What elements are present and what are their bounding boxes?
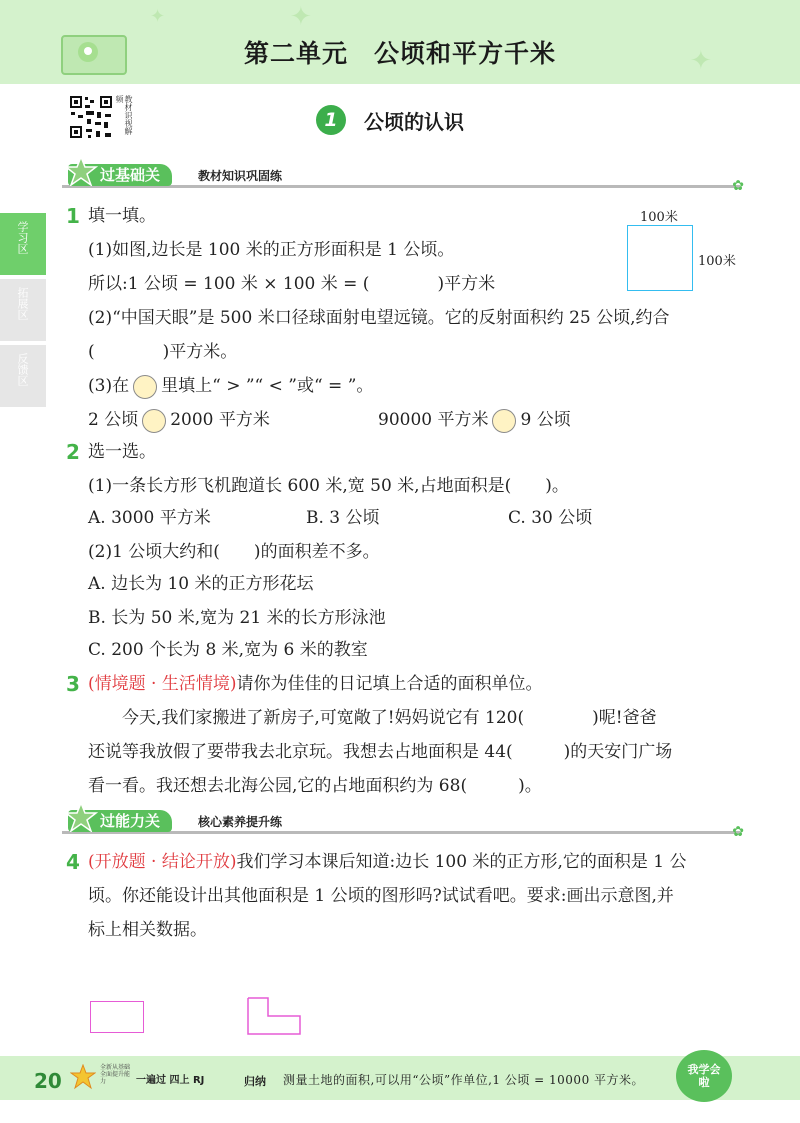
compare-circle-icon (133, 375, 157, 399)
lesson-title: 公顷的认识 (364, 109, 464, 134)
question-number: 3 (66, 672, 80, 696)
q1-part1: (1)如图,边长是 100 米的正方形面积是 1 公顷。 (88, 240, 455, 260)
q1-part2-answer-line: ( )平方米。 (88, 342, 238, 362)
section-subtitle: 核心素养提升练 (198, 815, 283, 829)
compare-right: 9 公顷 (520, 410, 571, 430)
page-number: 20 (34, 1069, 62, 1093)
q1-part2: (2)“中国天眼”是 500 米口径球面射电望远镜。它的反射面积约 25 公顷,约合 (88, 308, 670, 328)
q2-option-c2: C. 200 个长为 8 米,宽为 6 米的教室 (88, 640, 368, 660)
qr-code-icon[interactable] (69, 95, 113, 139)
flower-icon: ✿ (732, 824, 744, 840)
section-tag: 过能力关 (68, 810, 172, 832)
brand-slogan: 全新从基础 全面提升能力 (100, 1064, 131, 1085)
q3-heading (88, 672, 542, 696)
q1-part3-suffix: 里填上“ > ”“ < ”或“ = ”。 (161, 376, 374, 396)
compare-left: 90000 平方米 (378, 410, 489, 430)
compare-left: 2 公顷 (88, 410, 139, 430)
summary-text: 测量土地的面积,可以用“公顷”作单位,1 公顷 = 10000 平方米。 (283, 1073, 645, 1087)
question-number: 2 (66, 440, 80, 464)
section-subtitle: 教材知识巩固练 (198, 169, 283, 183)
q2-option-b2: B. 长为 50 米,宽为 21 米的长方形泳池 (88, 608, 386, 628)
star-decoration-icon: ✦ (690, 46, 712, 76)
section-banner-ability (62, 810, 744, 840)
lesson-heading (316, 104, 464, 136)
compare-circle-input[interactable] (142, 409, 166, 433)
q4-line-2: 顷。你还能设计出其他面积是 1 公顷的图形吗?试试看吧。要求:画出示意图,并 (88, 886, 674, 906)
diary-line-1: 今天,我们家搬进了新房子,可宽敞了!妈妈说它有 120( )呢!爸爸 (122, 708, 657, 728)
question-type-tag: (开放题 · 结论开放) (88, 852, 237, 872)
q1-part3-prefix: (3)在 (88, 376, 130, 396)
section-banner-basic (62, 164, 744, 194)
l-shape-figure (246, 996, 302, 1036)
q2-part1: (1)一条长方形飞机跑道长 600 米,宽 50 米,占地面积是( )。 (88, 476, 569, 496)
question-number: 1 (66, 204, 80, 228)
rectangle-shape-figure (90, 1001, 144, 1033)
q4-text: 我们学习本课后知道:边长 100 米的正方形,它的面积是 1 公 (236, 852, 687, 872)
brand-name: 一遍过 四上 RJ (136, 1075, 205, 1086)
compare-item-2 (378, 408, 571, 433)
brand-block (70, 1062, 218, 1092)
section-tag: 过基础关 (68, 164, 172, 186)
unit-title: 第二单元 公顷和平方千米 (243, 39, 556, 68)
side-tab-feedback[interactable]: 反馈区 (0, 345, 46, 407)
side-tab-study[interactable]: 学习区 (0, 213, 46, 275)
compare-circle-input[interactable] (492, 409, 516, 433)
diary-line-2: 还说等我放假了要带我去北京玩。我想去占地面积是 44( )的天安门广场 (88, 742, 673, 762)
mascot-badge: 我学会啦 (676, 1050, 732, 1102)
star-mascot-icon (70, 1064, 96, 1090)
q4-line-1 (88, 850, 687, 874)
side-tabs (0, 213, 48, 407)
compare-right: 2000 平方米 (170, 410, 270, 430)
question-number: 4 (66, 850, 80, 874)
qr-caption: 教材识视解频 (115, 95, 133, 135)
q1-part1-answer-line: 所以:1 公顷 = 100 米 × 100 米 = ( )平方米 (88, 274, 496, 294)
side-tab-extend[interactable]: 拓展区 (0, 279, 46, 341)
q2-part2: (2)1 公顷大约和( )的面积差不多。 (88, 542, 380, 562)
question-title: 请你为佳佳的日记填上合适的面积单位。 (236, 674, 543, 694)
q2-option-b1: B. 3 公顷 (306, 508, 380, 528)
flower-icon: ✿ (732, 178, 744, 194)
q2-option-a2: A. 边长为 10 米的正方形花坛 (88, 574, 314, 594)
lesson-number-badge: 1 (316, 105, 346, 135)
square-figure (627, 225, 693, 291)
star-mascot-icon (64, 156, 98, 186)
q1-part3 (88, 374, 373, 399)
star-decoration-icon: ✦ (150, 6, 166, 27)
q4-line-3: 标上相关数据。 (88, 920, 207, 940)
compare-item-1 (88, 408, 270, 433)
star-mascot-icon (64, 802, 98, 832)
q2-option-c1: C. 30 公顷 (508, 508, 593, 528)
q2-option-a1: A. 3000 平方米 (88, 508, 211, 528)
summary-label: 归纳 (244, 1075, 266, 1088)
question-title: 填一填。 (88, 206, 156, 226)
diary-line-3: 看一看。我还想去北海公园,它的占地面积约为 68( )。 (88, 776, 542, 796)
square-side-label: 100米 (698, 254, 736, 269)
question-title: 选一选。 (88, 442, 156, 462)
square-top-label: 100米 (640, 210, 678, 225)
question-type-tag: (情境题 · 生活情境) (88, 674, 237, 694)
star-decoration-icon: ✦ (290, 2, 312, 32)
